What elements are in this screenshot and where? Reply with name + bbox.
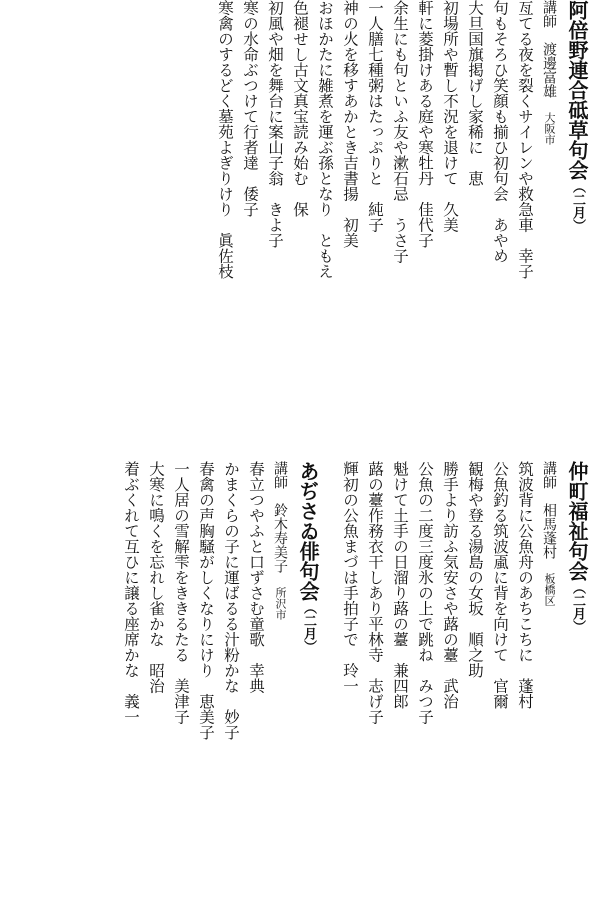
poem: 寒の水命ぶつけて行者達 倭子 xyxy=(241,0,259,217)
poem: 亙てる夜を裂くサイレンや救急車 幸子 xyxy=(516,0,534,279)
poem: 春禽の声胸騒がしくなりにけり 恵美子 xyxy=(197,461,215,740)
poem: 色褪せし古文真宝読み始む 保 xyxy=(291,0,309,217)
group-lecturer: 講師 相馬蓬村 板橋区 xyxy=(541,461,557,606)
poem: かまくらの子に運ばるる汁粉かな 妙子 xyxy=(222,461,240,740)
poem: 公魚釣る筑波颪に背を向けて 官爾 xyxy=(491,461,509,709)
poem: 蕗の薹作務衣干しあり平林寺 志げ子 xyxy=(366,461,384,725)
poem: 句もそろひ笑顔も揃ひ初句会 あやめ xyxy=(491,0,509,264)
poem: 神の火を移すあかとき吉書揚 初美 xyxy=(341,0,359,248)
group-title: あぢさゐ俳句会（二月） xyxy=(296,461,320,653)
poem: 観梅や登る湯島の女坂 順之助 xyxy=(466,461,484,678)
poem: 余生にも句といふ友や漱石忌 うさ子 xyxy=(391,0,409,264)
group-title: 阿倍野連合砥草句会（二月） xyxy=(565,0,589,232)
group-lecturer: 講師 渡邊富雄 大阪市 xyxy=(541,0,557,145)
poem: 寒禽のするどく墓苑よぎりけり 眞佐枝 xyxy=(216,0,234,279)
group-lecturer: 講師 鈴木寿美子 所沢市 xyxy=(272,461,288,620)
poem: おほかたに雑煮を運ぶ孫となり ともえ xyxy=(316,0,334,279)
poem: 一人膳七種粥はたっぷりと 純子 xyxy=(366,0,384,233)
poem: 春立つやふと口ずさむ童歌 幸典 xyxy=(247,461,265,694)
poem: 輝初の公魚まづは手拍子で 玲一 xyxy=(341,461,359,694)
poem: 初場所や暫し不況を退けて 久美 xyxy=(441,0,459,233)
poem: 魁けて土手の日溜り蕗の薹 兼四郎 xyxy=(391,461,409,709)
poem: 着ぶくれて互ひに譲る座席かな 義一 xyxy=(122,461,140,725)
poem: 一人居の雪解雫をききるたる 美津子 xyxy=(172,461,190,725)
bottom-tier xyxy=(0,461,600,919)
poem: 大寒に鳴くを忘れし雀かな 昭治 xyxy=(147,461,165,694)
poem: 大旦国旗掲げし家稀に 恵 xyxy=(466,0,484,186)
group-title: 仲町福祉句会（二月） xyxy=(565,461,589,633)
poem: 初風や畑を舞台に案山子翁 きよ子 xyxy=(266,0,284,248)
poem: 筑波背に公魚舟のあちこちに 蓬村 xyxy=(516,461,534,709)
poem: 勝手より訪ふ気安さや蕗の薹 武治 xyxy=(441,461,459,709)
poem: 軒に菱掛けある庭や寒牡丹 佳代子 xyxy=(416,0,434,248)
poem: 公魚の二度三度氷の上で跳ね みつ子 xyxy=(416,461,434,725)
top-tier xyxy=(0,0,600,447)
